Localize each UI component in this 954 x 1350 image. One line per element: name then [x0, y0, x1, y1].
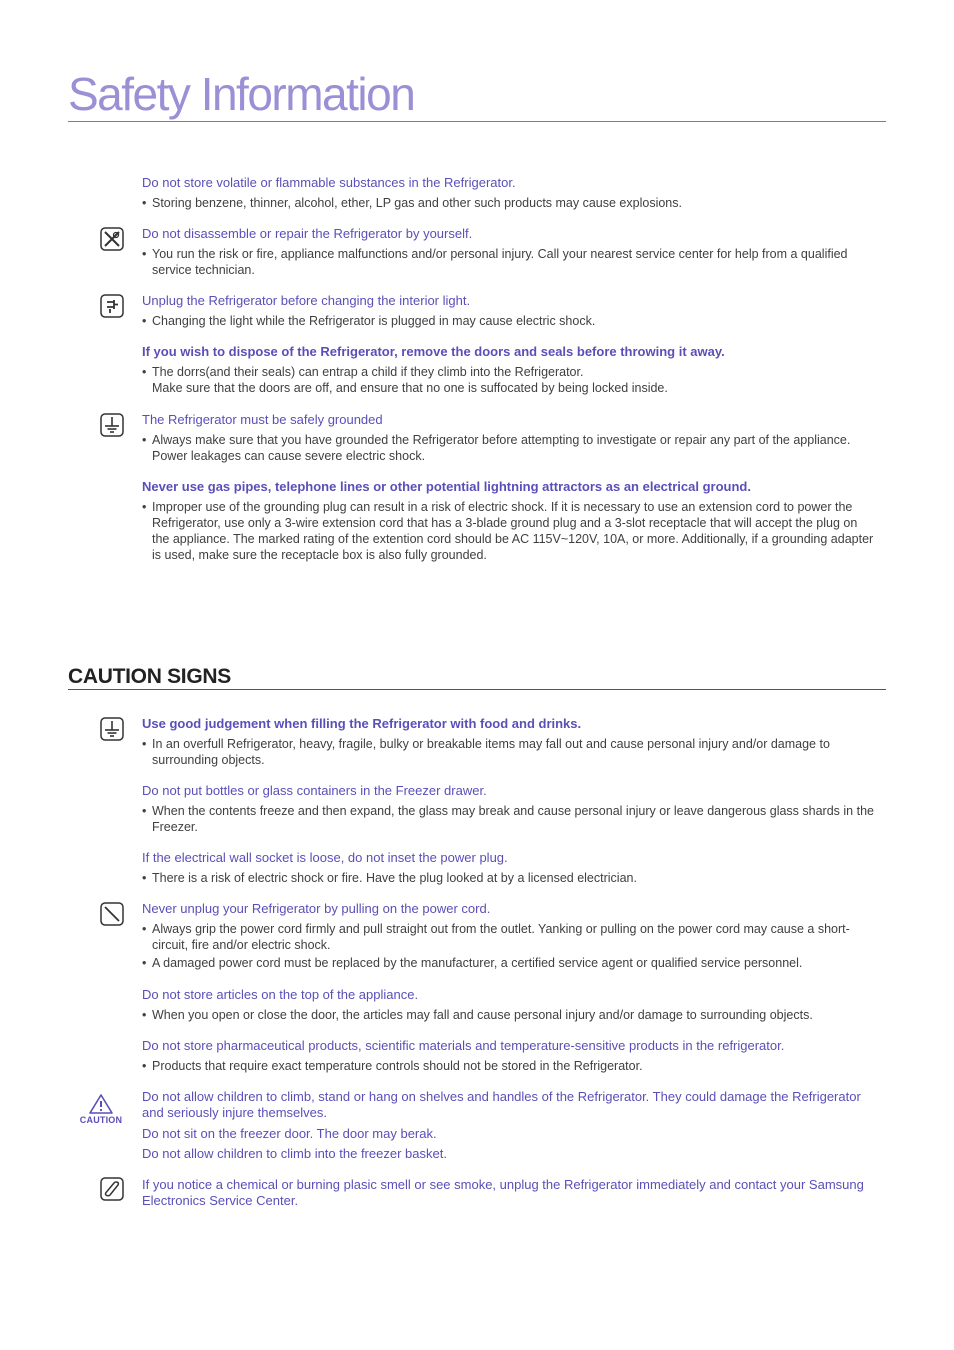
bullet-text: • There is a risk of electric shock or fire. Have the plug looked at by a licensed electrician.	[142, 870, 877, 886]
caution-item-judgement	[142, 716, 877, 768]
bullet-list	[142, 921, 877, 971]
bullet-text: • When the contents freeze and then expand, the glass may break and cause personal injury or leave dangerous glass shards in the Freezer.	[142, 803, 877, 835]
safety-item-gas-pipes	[142, 479, 877, 563]
bullet-list	[142, 364, 877, 396]
bullet-text: • Improper use of the grounding plug can result in a risk of electric shock. If it is necessary to use an extension cord to power the Refrigerator, use only a 3-wire extension cord that has a 3-blade ground plug and a 3-slot receptacle that will accept the plug on the appliance. The marked rating of the extention cord should be AC 115V~120V, 10A, or more. Additionally, if a grounding adapter is used, make sure the receptacle box is also fully grounded.	[142, 499, 877, 563]
bullet-text: • When you open or close the door, the articles may fall and cause personal injury and/or damage to surrounding objects.	[142, 1007, 877, 1023]
bullet-text: • Always make sure that you have grounded the Refrigerator before attempting to investigate or repair any part of the appliance. Power leakages can cause severe electric shock.	[142, 432, 877, 464]
safety-item-disassemble	[142, 226, 877, 278]
bullet-list	[142, 246, 877, 278]
safety-item-ground	[142, 412, 877, 464]
caution-item-socket	[142, 850, 877, 886]
bullet-text: • In an overfull Refrigerator, heavy, fragile, bulky or breakable items may fall out and cause personal injury and/or damage to surrounding objects.	[142, 736, 877, 768]
no-disassembly-icon	[100, 227, 124, 251]
title-divider	[68, 121, 886, 122]
caution-item-bottles	[142, 783, 877, 835]
bullet-text: • The dorrs(and their seals) can entrap a child if they climb into the Refrigerator. Make sure that the doors are off, and ensure that no one is suffocated by being locked inside.	[142, 364, 877, 396]
bullet-list	[142, 499, 877, 563]
bullet-text: • Products that require exact temperature controls should not be stored in the Refrigerator.	[142, 1058, 877, 1074]
caution-item-children-climb	[142, 1089, 877, 1121]
bullet-list	[142, 313, 877, 329]
bullet-list	[142, 736, 877, 768]
item-heading: Do not allow children to climb into the freezer basket.	[142, 1146, 447, 1161]
safety-item-unplug	[142, 293, 877, 329]
bullet-list	[142, 870, 877, 886]
caution-label: CAUTION	[79, 1115, 123, 1125]
item-heading: Do not store volatile or flammable substances in the Refrigerator.	[142, 175, 516, 190]
bullet-text: • You run the risk or fire, appliance malfunctions and/or personal injury. Call your nearest service center for help from a qualified service technician.	[142, 246, 877, 278]
item-heading: Never use gas pipes, telephone lines or other potential lightning attractors as an electrical ground.	[142, 479, 751, 494]
caution-item-freezer-basket	[142, 1146, 877, 1162]
caution-item-freezer-door	[142, 1126, 877, 1142]
caution-item-smell	[142, 1177, 877, 1209]
safety-item-dispose	[142, 344, 877, 396]
item-heading: If you notice a chemical or burning plasic smell or see smoke, unplug the Refrigerator immediately and contact your Samsung Electronics Service Center.	[142, 1177, 864, 1208]
bullet-list	[142, 195, 877, 211]
item-heading: Do not store articles on the top of the appliance.	[142, 987, 419, 1002]
item-heading: Do not store pharmaceutical products, scientific materials and temperature-sensitive products in the refrigerator.	[142, 1038, 785, 1053]
bullet-list	[142, 1007, 877, 1023]
item-heading: Use good judgement when filling the Refrigerator with food and drinks.	[142, 716, 582, 731]
caution-item-pharmaceutical	[142, 1038, 877, 1074]
item-heading: The Refrigerator must be safely grounded	[142, 412, 383, 427]
bullet-list	[142, 1058, 877, 1074]
item-heading: Do not put bottles or glass containers in the Freezer drawer.	[142, 783, 487, 798]
item-heading: Unplug the Refrigerator before changing the interior light.	[142, 293, 471, 308]
caution-item-power-cord	[142, 901, 877, 971]
caution-triangle-icon	[78, 1093, 124, 1125]
section-divider	[68, 689, 886, 690]
item-heading: Do not disassemble or repair the Refrigerator by yourself.	[142, 226, 473, 241]
bullet-text: • Changing the light while the Refrigerator is plugged in may cause electric shock.	[142, 313, 877, 329]
ground-icon	[100, 413, 124, 437]
item-heading: Do not sit on the freezer door. The door may berak.	[142, 1126, 437, 1141]
ground-icon	[100, 717, 124, 741]
contact-service-icon	[100, 1177, 124, 1201]
bullet-text: • Always grip the power cord firmly and pull straight out from the outlet. Yanking or pulling on the power cord may cause a short-circuit, fire and/or electric shock.	[142, 921, 877, 953]
bullet-text: • A damaged power cord must be replaced by the manufacturer, a certified service agent or qualified service personnel.	[142, 955, 877, 971]
unplug-icon	[100, 294, 124, 318]
caution-item-top-articles	[142, 987, 877, 1023]
bullet-text: • Storing benzene, thinner, alcohol, ether, LP gas and other such products may cause explosions.	[142, 195, 877, 211]
prohibited-icon	[100, 902, 124, 926]
item-heading: Do not allow children to climb, stand or hang on shelves and handles of the Refrigerator. They could damage the Refrigerator and seriously injure themselves.	[142, 1089, 861, 1120]
safety-item-volatile	[142, 175, 877, 211]
bullet-list	[142, 432, 877, 464]
bullet-list	[142, 803, 877, 835]
section-heading: CAUTION SIGNS	[68, 665, 231, 688]
item-heading: If you wish to dispose of the Refrigerator, remove the doors and seals before throwing it away.	[142, 344, 725, 359]
item-heading: If the electrical wall socket is loose, do not inset the power plug.	[142, 850, 508, 865]
item-heading: Never unplug your Refrigerator by pulling on the power cord.	[142, 901, 491, 916]
page-title: Safety Information	[68, 68, 415, 120]
